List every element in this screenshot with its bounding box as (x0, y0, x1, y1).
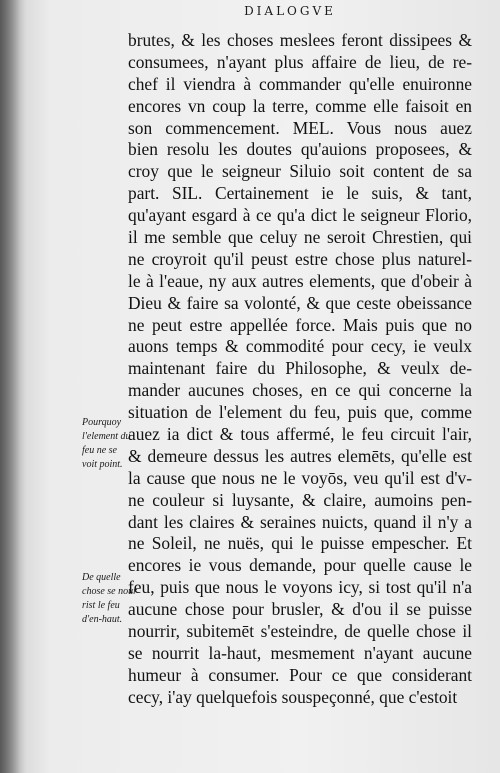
text-line: croy que le seigneur Siluio soit content de sa (128, 161, 472, 182)
text-line: ne couleur si luysante, & claire, aumoins pen- (128, 489, 472, 510)
margin-note-line: l'element du (82, 431, 131, 442)
text-line: dant les claires & seraines nuicts, quand il n'y a (128, 511, 472, 532)
text-line: ne croyroit qu'il peust estre chose plus naturel- (128, 248, 472, 269)
margin-note-line: feu ne se (82, 445, 117, 456)
text-line: auons temps & commodité pour cecy, ie veulx (128, 336, 472, 357)
text-line: ne peut estre appellée force. Mais puis que no (128, 314, 472, 335)
text-line: encores vn coup la terre, comme elle faisoit en (128, 95, 472, 116)
text-line: humeur à consumer. Pour ce que considerant (128, 664, 472, 685)
margin-note-fire-nourishment (82, 571, 140, 627)
text-line: il me semble que celuy ne seroit Chrestien, qui (128, 227, 472, 248)
text-line: Dieu & faire sa volonté, & que ceste obeissance (128, 292, 472, 313)
text-line: chef il viendra à commander qu'elle enuironne (128, 73, 472, 94)
running-title: DIALOGVE (244, 4, 336, 18)
text-line: maintenant faire du Philosophe, & veulx de- (128, 358, 472, 379)
margin-note-line: chose se nour (82, 586, 137, 597)
binding-shadow (0, 0, 26, 773)
text-line: se nourrit la-haut, mesmement n'ayant aucune (128, 642, 472, 663)
text-line: auez ia dict & tous affermé, le feu circuit l'air, (128, 424, 472, 445)
text-line: part. SIL. Certainement ie le suis, & tant, (128, 183, 472, 204)
text-line: situation de l'element du feu, puis que, comme (128, 402, 472, 423)
text-line: ne Soleil, ne nuës, qui le puisse empescher. Et (128, 533, 472, 554)
text-line: le à l'eaue, ny aux autres elements, que d'obeir à (128, 270, 472, 291)
text-line: la cause que nous ne le voyōs, veu qu'il est d'v- (128, 467, 472, 488)
text-line: brutes, & les choses meslees feront dissipees & (128, 30, 472, 50)
text-line: qu'ayant esgard à ce qu'a dict le seigneur Florio, (128, 205, 472, 226)
text-line: feu, puis que nous le voyons icy, si tost qu'il n'a (128, 577, 472, 598)
text-line: & demeure dessus les autres elemēts, qu'elle est (128, 445, 472, 466)
main-text-block (128, 30, 472, 709)
margin-note-line: Pourquoy (82, 417, 122, 428)
text-line: cecy, i'ay quelquefois souspeçonné, que c'estoit (128, 686, 458, 707)
text-line: nourrir, subitemēt s'esteindre, de quelle chose il (128, 621, 472, 642)
text-line: encores ie vous demande, pour quelle cause le (128, 555, 472, 576)
margin-note-line: voit point. (82, 459, 123, 470)
text-line: mander aucunes choses, en ce qui concerne la (128, 380, 472, 401)
margin-note-line: rist le feu (82, 600, 120, 611)
text-line: bien resolu les doutes qu'auions proposees, & (128, 139, 472, 160)
text-line: aucune chose pour brusler, & d'ou il se puisse (128, 599, 472, 620)
margin-note-line: d'en-haut. (82, 614, 123, 625)
margin-note-line: De quelle (82, 572, 121, 583)
text-line: consumees, n'ayant plus affaire de lieu, de re- (128, 51, 472, 72)
text-line: son commencement. MEL. Vous nous auez (128, 117, 472, 138)
margin-note-fire-invisible (82, 416, 140, 472)
